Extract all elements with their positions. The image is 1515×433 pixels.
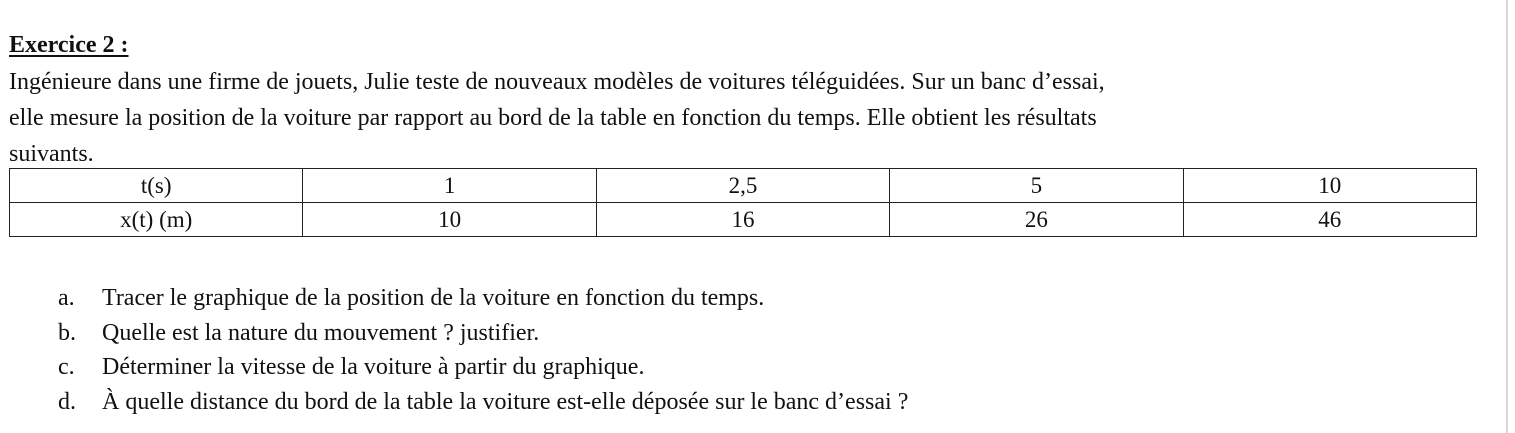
question-text: Quelle est la nature du mouvement ? justifier. [102, 319, 540, 346]
table-cell: 1 [303, 169, 596, 203]
table-cell: 5 [890, 169, 1183, 203]
table-cell: 26 [890, 203, 1183, 237]
question-text: À quelle distance du bord de la table la voiture est-elle déposée sur le banc d’essai ? [102, 388, 909, 415]
exercise-intro [9, 64, 1489, 172]
table-cell: 10 [1183, 169, 1476, 203]
question-list [58, 281, 908, 419]
question-item [58, 316, 908, 351]
question-letter: c. [58, 354, 75, 380]
table-row-position [10, 203, 1477, 237]
question-item [58, 350, 908, 385]
question-item [58, 281, 908, 316]
table-header-cell-time: t(s) [10, 169, 303, 203]
table-cell: 46 [1183, 203, 1476, 237]
table-cell: 2,5 [596, 169, 889, 203]
question-letter: b. [58, 319, 76, 346]
table-cell: 10 [303, 203, 596, 237]
question-item [58, 385, 908, 420]
question-letter: a. [58, 285, 75, 311]
intro-line: elle mesure la position de la voiture par rapport au bord de la table en fonction du temps. Elle obtient les résultats [9, 105, 1097, 131]
question-letter: d. [58, 388, 76, 415]
table-cell: 16 [596, 203, 889, 237]
exercise-title: Exercice 2 : [9, 32, 129, 58]
intro-line: suivants. [9, 141, 94, 167]
question-text: Déterminer la vitesse de la voiture à partir du graphique. [102, 354, 645, 380]
data-table [9, 168, 1477, 237]
question-text: Tracer le graphique de la position de la voiture en fonction du temps. [102, 285, 765, 311]
page-edge-divider [1506, 0, 1508, 433]
table-row-time [10, 169, 1477, 203]
intro-line: Ingénieure dans une firme de jouets, Julie teste de nouveaux modèles de voitures téléguidées. Sur un banc d’essai, [9, 69, 1105, 95]
table-header-cell-position: x(t) (m) [10, 203, 303, 237]
